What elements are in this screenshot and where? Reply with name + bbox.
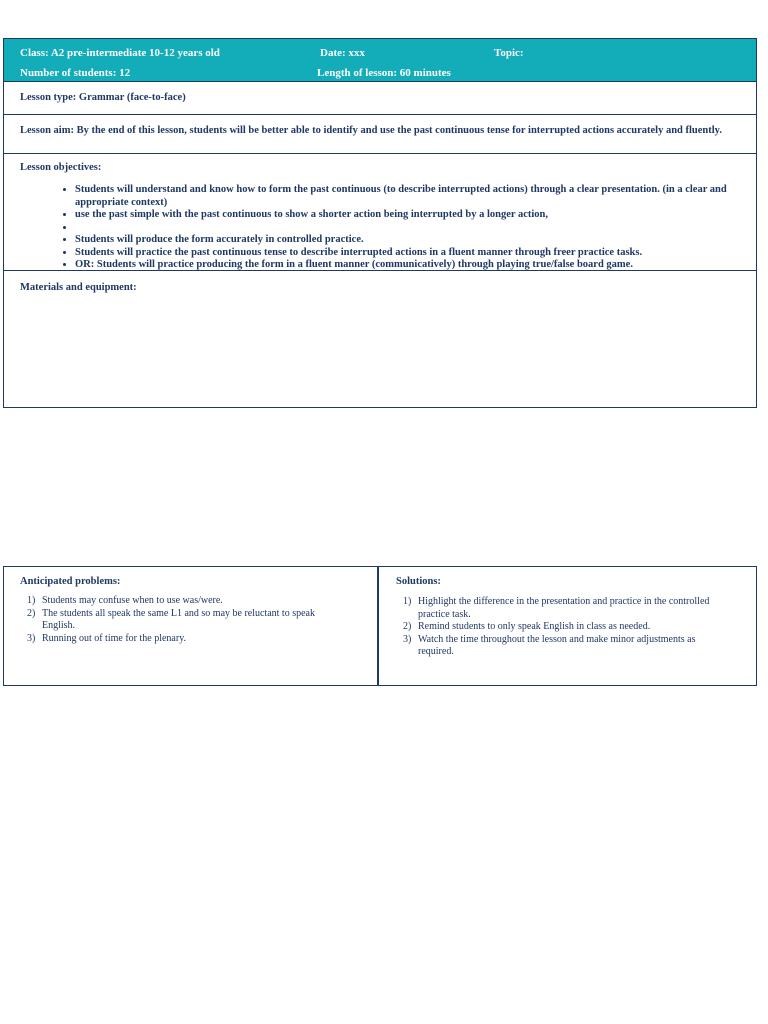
solutions-list [396,596,756,659]
date-label: Date: xxx [320,47,365,59]
materials-row [4,271,756,407]
solutions-label: Solutions: [396,576,441,587]
list-number: 1) [403,596,412,607]
objectives-list [20,184,740,272]
lesson-type-text: Lesson type: Grammar (face-to-face) [20,92,186,103]
lesson-aim-row [4,115,756,154]
lesson-aim-text: Lesson aim: By the end of this lesson, students will be better able to identify and use the past continuous tense for interrupted actions accurately and fluently. [20,125,722,136]
problems-label: Anticipated problems: [20,576,121,587]
students-label: Number of students: 12 [20,67,131,79]
lesson-header [4,39,756,82]
problem-text: Students may confuse when to use was/were. [42,595,223,606]
problems-list [20,595,377,645]
problem-text: Running out of time for the plenary. [42,632,187,644]
objectives-label: Lesson objectives: [20,162,102,173]
solution-text: Highlight the difference in the presentation and practice in the controlled practice task. [418,596,710,620]
list-number: 2) [27,607,36,619]
solution-item [396,621,726,634]
lesson-objectives-row [4,154,756,271]
list-number: 3) [403,633,412,645]
length-label: Length of lesson: 60 minutes [317,67,451,79]
problem-item [20,595,347,608]
solution-item [396,596,726,621]
list-number: 2) [403,621,412,632]
objective-item: • Students will understand and know how to form the past continuous (to describe interrupted actions) through a clear presentation. (in a clear and appropriate context) [75,184,740,209]
topic-label: Topic: [494,47,524,59]
problems-cell [4,567,379,685]
solution-text: Remind students to only speak English in class as needed. [418,621,651,632]
solution-item [396,634,726,659]
problem-item [20,608,347,633]
problem-item [20,633,347,646]
solution-text: Watch the time throughout the lesson and make minor adjustments as required. [418,633,696,657]
lesson-type-row [4,82,756,115]
solutions-cell [379,567,756,685]
objective-item: • Students will practice the past continuous tense to describe interrupted actions in a fluent manner through freer practice tasks. [75,247,740,260]
list-number: 1) [27,595,36,606]
objective-item: • use the past simple with the past continuous to show a shorter action being interrupted by a longer action, [75,209,740,222]
list-number: 3) [27,632,36,644]
materials-label: Materials and equipment: [20,282,137,293]
objective-item: • OR: Students will practice producing the form in a fluent manner (communicatively) through playing true/false board game. [75,259,740,272]
problems-solutions-table [3,566,757,686]
problem-text: The students all speak the same L1 and so may be reluctant to speak English. [42,607,315,631]
lesson-plan-table [3,38,757,408]
class-label: Class: A2 pre-intermediate 10-12 years old [20,47,220,59]
objective-item: • Students will produce the form accurately in controlled practice. [75,234,740,247]
objective-item [75,222,740,235]
